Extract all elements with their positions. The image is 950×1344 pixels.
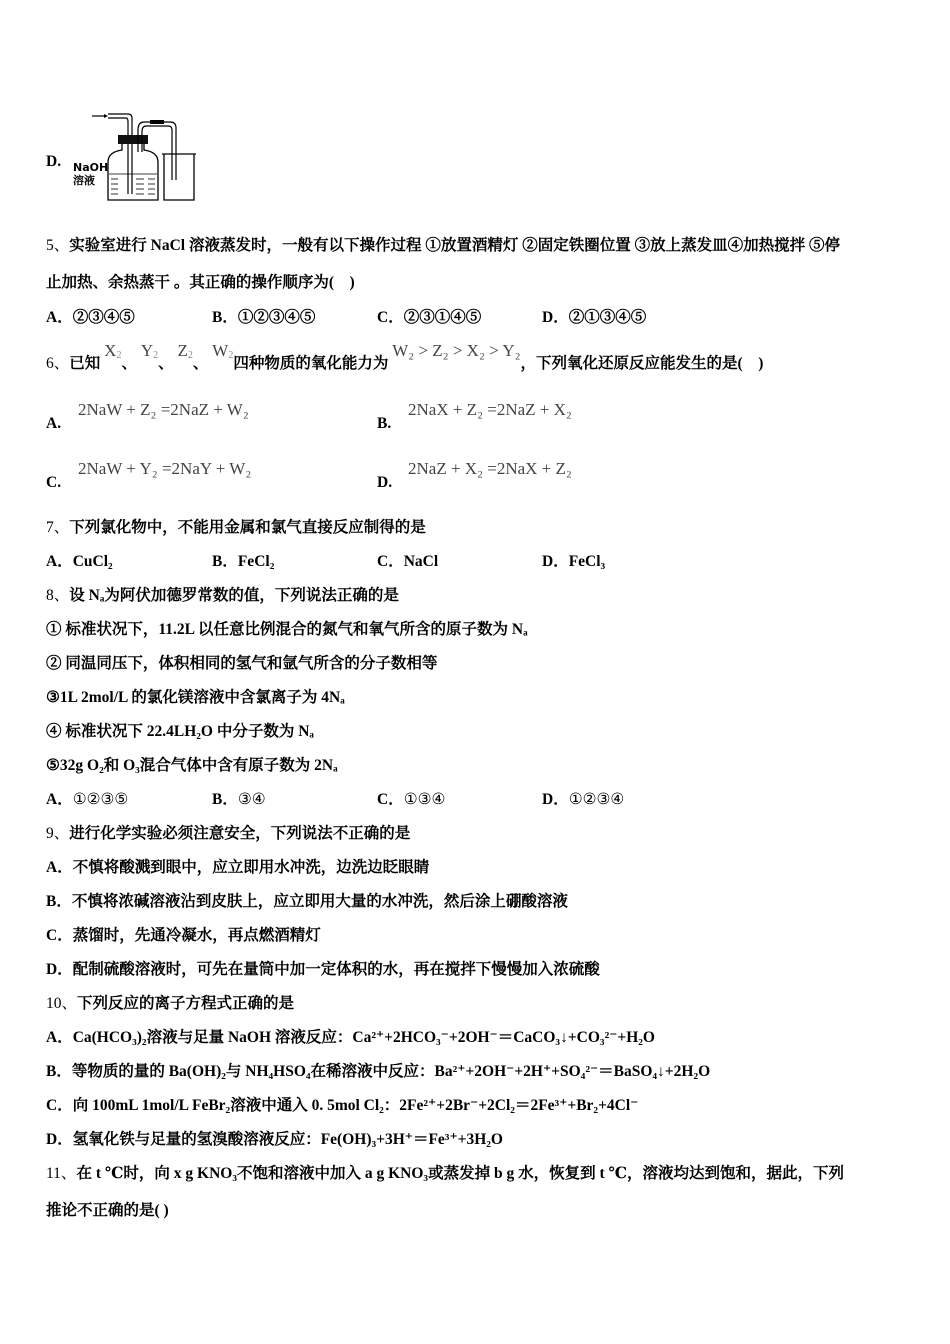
q10-stem: 10、下列反应的离子方程式正确的是 — [46, 995, 295, 1012]
q6-option-b-label[interactable]: B. — [377, 415, 392, 432]
q7-number: 7、 — [46, 519, 70, 536]
q6-option-d-label[interactable]: D. — [377, 474, 393, 491]
q9-option-b[interactable]: B．不慎将浓碱溶液沾到皮肤上，应立即用大量的水冲洗，然后涂上硼酸溶液 — [46, 893, 568, 910]
q10-option-d[interactable]: D．氢氧化铁与足量的氢溴酸溶液反应：Fe(OH)₃+3H⁺＝Fe³⁺+3H₂O — [46, 1131, 503, 1148]
q5-option-c[interactable]: C．②③①④⑤ — [377, 309, 482, 326]
apparatus-label-solution: 溶液 — [73, 174, 95, 187]
q6-option-c-label[interactable]: C. — [46, 474, 62, 491]
gas-absorption-apparatus-figure — [70, 108, 205, 203]
q6-option-d-equation: 2NaZ + X₂ =2NaX + Z₂ — [408, 459, 572, 478]
q6-option-c-equation: 2NaW + Y₂ =2NaY + W₂ — [78, 459, 252, 478]
q5-stem-line2: 止加热、余热蒸干 。其正确的操作顺序为( ) — [46, 274, 355, 291]
species-x2: $X_2$ — [104, 341, 122, 361]
q6-option-b-equation: 2NaX + Z₂ =2NaZ + X₂ — [408, 400, 572, 419]
q8-statement-1: ① 标准状况下，11.2L 以任意比例混合的氮气和氧气所含的原子数为 Nₐ — [46, 621, 528, 638]
q6-option-a-equation: 2NaW + Z₂ =2NaZ + W₂ — [78, 400, 249, 419]
oxidizing-order: W₂ > Z₂ > X₂ > Y₂ — [392, 341, 521, 360]
q7-option-b[interactable]: B．FeCl₂ — [212, 553, 275, 570]
apparatus-label — [73, 161, 108, 187]
q5-option-d[interactable]: D．②①③④⑤ — [542, 309, 647, 326]
q11-number: 11、 — [46, 1165, 77, 1182]
q7-stem: 7、下列氯化物中，不能用金属和氯气直接反应制得的是 — [46, 519, 426, 536]
q7-option-d[interactable]: D．FeCl₃ — [542, 553, 606, 570]
q5-option-b[interactable]: B．①②③④⑤ — [212, 309, 316, 326]
q7-option-c[interactable]: C．NaCl — [377, 553, 439, 570]
q7-option-a[interactable]: A．CuCl₂ — [46, 553, 113, 570]
q9-option-c[interactable]: C．蒸馏时，先通冷凝水，再点燃酒精灯 — [46, 927, 321, 944]
q8-statement-2: ② 同温同压下，体积相同的氢气和氩气所含的分子数相等 — [46, 655, 438, 672]
q5-stem-line1 — [46, 236, 840, 256]
q8-option-a[interactable]: A．①②③⑤ — [46, 791, 129, 808]
q9-option-d[interactable]: D．配制硫酸溶液时，可先在量筒中加一定体积的水，再在搅拌下慢慢加入浓硫酸 — [46, 961, 600, 978]
q10-number: 10、 — [46, 995, 78, 1012]
q10-option-c[interactable]: C．向 100mL 1mol/L FeBr₂溶液中通入 0. 5mol Cl₂：2Fe²⁺+2Br⁻+2Cl₂＝2Fe³⁺+Br₂+4Cl⁻ — [46, 1097, 639, 1114]
q8-statement-4: ④ 标准状况下 22.4LH₂O 中分子数为 Nₐ — [46, 723, 314, 740]
q11-stem-line1: 11、在 t ℃时，向 x g KNO₃不饱和溶液中加入 a g KNO₃或蒸发掉 b g 水，恢复到 t ℃，溶液均达到饱和，据此，下列 — [46, 1165, 845, 1182]
q9-stem: 9、进行化学实验必须注意安全，下列说法不正确的是 — [46, 825, 411, 842]
q8-statement-3: ③1L 2mol/L 的氯化镁溶液中含氯离子为 4Nₐ — [46, 689, 345, 706]
q9-number: 9、 — [46, 825, 70, 842]
q8-option-c[interactable]: C．①③④ — [377, 791, 446, 808]
species-z2: $Z_2$ — [177, 341, 193, 361]
q4-option-d-label: D. — [46, 153, 62, 170]
q8-number: 8、 — [46, 587, 70, 604]
apparatus-label-naoh: NaOH — [73, 161, 109, 174]
q6-stem: 6、已知 $X_2$、 $Y_2$、 $Z_2$、 $W_2$四种物质的氧化能力为 W₂ > Z₂ > X₂ > Y₂，下列氧化还原反应能发生的是( ) — [46, 341, 764, 372]
q10-option-b[interactable]: B．等物质的量的 Ba(OH)₂与 NH₄HSO₄在稀溶液中反应：Ba²⁺+2OH⁻+2H⁺+SO₄²⁻＝BaSO₄↓+2H₂O — [46, 1063, 711, 1080]
q8-statement-5: ⑤32g O₂和 O₃混合气体中含有原子数为 2Nₐ — [46, 757, 338, 774]
q6-option-a-label[interactable]: A. — [46, 415, 62, 432]
q9-option-a[interactable]: A．不慎将酸溅到眼中，应立即用水冲洗，边洗边眨眼睛 — [46, 859, 430, 876]
q10-option-a[interactable]: A．Ca(HCO₃)₂溶液与足量 NaOH 溶液反应：Ca²⁺+2HCO₃⁻+2OH⁻＝CaCO₃↓+CO₃²⁻+H₂O — [46, 1029, 655, 1046]
species-w2: $W_2$ — [212, 341, 234, 361]
q6-number: 6、 — [46, 355, 70, 372]
q8-stem: 8、设 Nₐ为阿伏加德罗常数的值，下列说法正确的是 — [46, 587, 399, 604]
q5-number: 5、 — [46, 237, 70, 254]
q8-option-d[interactable]: D．①②③④ — [542, 791, 625, 808]
q8-option-b[interactable]: B．③④ — [212, 791, 266, 808]
q5-text-line1: 实验室进行 NaCl 溶液蒸发时，一般有以下操作过程 ①放置酒精灯 ②固定铁圈位置 ③放上蒸发皿④加热搅拌 ⑤停 — [69, 237, 840, 254]
q5-option-a[interactable]: A．②③④⑤ — [46, 309, 135, 326]
q11-stem-line2: 推论不正确的是( ) — [46, 1202, 169, 1219]
species-y2: $Y_2$ — [140, 341, 159, 361]
